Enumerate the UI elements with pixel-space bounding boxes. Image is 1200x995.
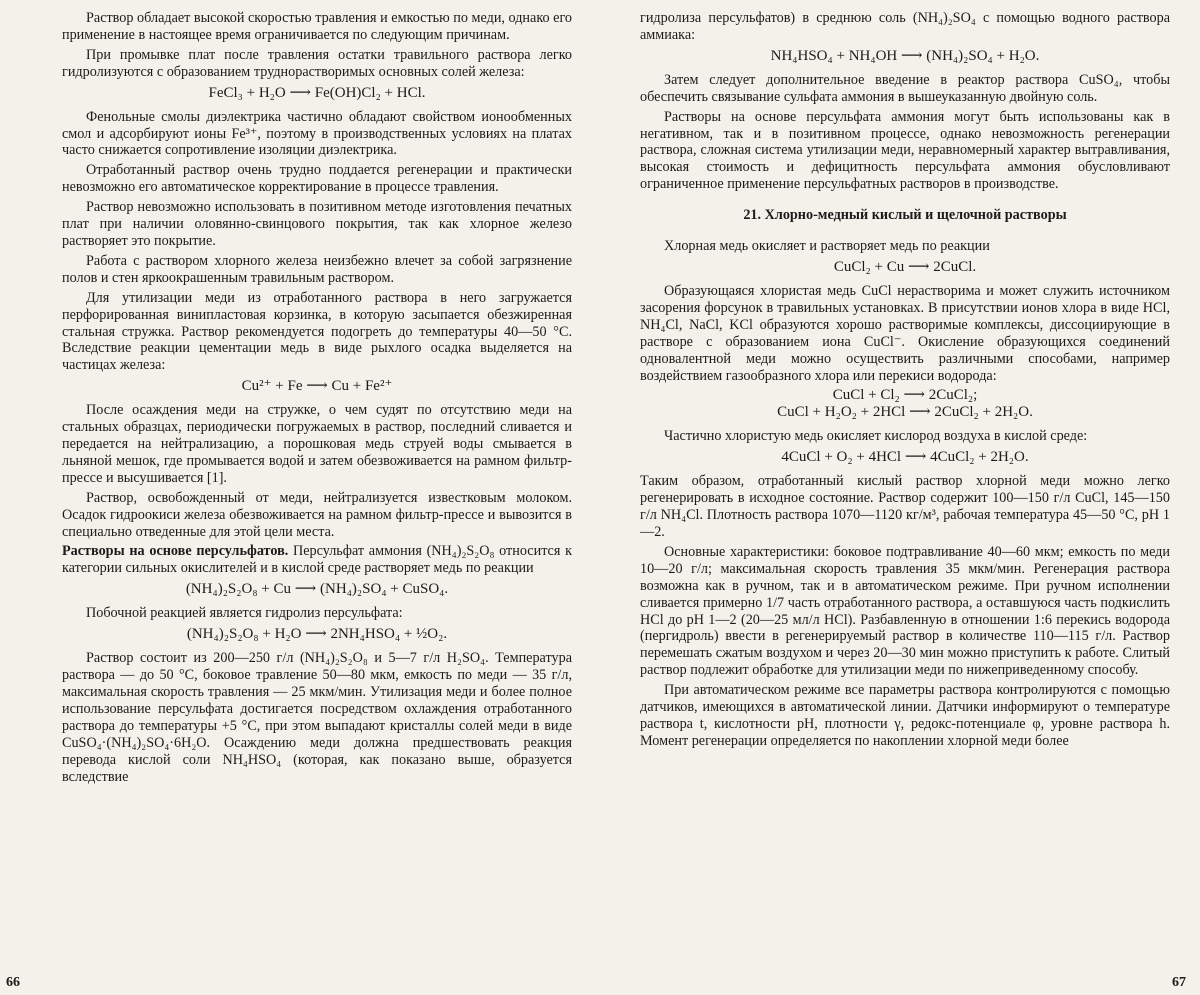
paragraph: Основные характеристики: боковое подтравливание 40—60 мкм; емкость по меди 10—20 г/л; максимальная скорость травления 35 мкм/мин. Регенерация раствора возможна как в ручном, так и в автоматическом режиме. При ручном исполнении сливается примерно 1/7 часть отработанного раствора, а оставшуюся часть подкислить HCl до pH 1—2 (20—25 мл/л HCl). Разбавленную в отношении 1:6 перекись водорода (пергидроль) ввести в регенерируемый раствор в количестве 110—115 г/л. Раствор перемешать сжатым воздухом и через 20—30 мин можно приступить к работе. Слитый раствор подлежит обработке для утилизации меди по нижеприведенному способу. bbox=[640, 543, 1170, 679]
page-number: 66 bbox=[6, 975, 20, 990]
paragraph: При автоматическом режиме все параметры раствора контролируются с помощью датчиков, имеющихся в автоматической линии. Датчики информируют о температуре раствора t, кислотности pH, плотности γ, редокс-потенциале φ, уровне раствора h. Момент регенерации определяется по накоплении хлорной меди более bbox=[640, 682, 1170, 749]
formula: (NH₄)₂S₂O₈ + H₂O ⟶ 2NH₄HSO₄ + ½O₂. bbox=[186, 626, 448, 643]
paragraph: Для утилизации меди из отработанного раствора в него загружается перфорированная винипластовая корзинка, в которую засыпается обезжиренная стальная стружка. Раствор рекомендуется подогреть до температуры 40—50 °С. Вследствие реакции цементации медь в виде рыхлого осадка выделяется на частицах железа: bbox=[62, 289, 572, 374]
run-in-heading: Растворы на основе персульфатов. bbox=[62, 543, 289, 560]
paragraph: Раствор состоит из 200—250 г/л (NH₄)₂S₂O₈ и 5—7 г/л H₂SO₄. Температура раствора — до 50 °С, боковое травление 50—80 мкм, емкость по меди — 35 г/л, максимальная скорость травления — 25 мкм/мин. Утилизация меди и более полное использование персульфата достигается посредством охлаждения отработанного раствора до температуры +5 °С, при этом выпадают кристаллы солей меди в виде CuSO₄·(NH₄)₂SO₄·6H₂O. Осаждению меди должна предшествовать реакция перевода кислой соли NH₄HSO₄ (которая, как показано выше, образуется вследствие bbox=[62, 650, 572, 785]
paragraph: Раствор, освобожденный от меди, нейтрализуется известковым молоком. Осадок гидроокиси железа обезвоживается на рамном фильтр-прессе и вывозится в специально отведенные для этой цели места. bbox=[62, 489, 572, 540]
paragraph-text: Персульфат аммония (NH₄)₂S₂O₈ относится к категории сильных окислителей и в кислой среде растворяет медь по реакции bbox=[62, 543, 572, 577]
paragraph: Образующаяся хлористая медь CuCl нерастворима и может служить источником засорения форсунок в травильных установках. В присутствии ионов хлора в виде HCl, NH₄Cl, NaCl, KCl образуются хорошо растворимые комплексы, диссоциирующие в растворе с образованием иона CuCl⁻. Окисление образующихся соединений одновалентной меди можно осуществить различными способами, например воздействием газообразного хлора или перекиси водорода: bbox=[640, 282, 1170, 384]
paragraph: Фенольные смолы диэлектрика частично обладают свойством ионообменных смол и адсорбируют ионы Fe³⁺, поэтому в производственных условиях на платах часто снижается сопротивление изоляции диэлектрика. bbox=[62, 108, 572, 159]
formula: 4CuCl + O₂ + 4HCl ⟶ 4CuCl₂ + 2H₂O. bbox=[781, 449, 1029, 466]
formula: Cu²⁺ + Fe ⟶ Cu + Fe²⁺ bbox=[241, 378, 393, 395]
page-number: 67 bbox=[1172, 975, 1186, 990]
paragraph: При промывке плат после травления остатки травильного раствора легко гидролизуются с образованием труднорастворимых основных солей железа: bbox=[62, 46, 572, 80]
section-heading: 21. Хлорно-медный кислый и щелочной растворы bbox=[743, 207, 1067, 224]
paragraph: Затем следует дополнительное введение в реактор раствора CuSO₄, чтобы обеспечить связывание сульфата аммония в вышеуказанную двойную соль. bbox=[640, 71, 1170, 105]
right-page bbox=[600, 0, 1200, 995]
paragraph: После осаждения меди на стружке, о чем судят по отсутствию меди на стальных образцах, периодически погружаемых в раствор, последний сливается и передается на нейтрализацию, а порошковая медь струей воды смывается в льняной мешок, где промывается водой и затем обезвоживается на рамном фильтр-прессе и высушивается [1]. bbox=[62, 402, 572, 486]
paragraph: Растворы на основе персульфата аммония могут быть использованы как в негативном, так и в позитивном процессе, однако невозможность регенерации раствора, сложная система утилизации меди, неравномерный характер вытравливания, высокая стоимость и дефицитность персульфата аммония обусловливают ограниченное применение персульфатных растворов в производстве. bbox=[640, 108, 1170, 193]
paragraph: Работа с раствором хлорного железа неизбежно влечет за собой загрязнение полов и стен яркоокрашенным травильным раствором. bbox=[62, 252, 572, 286]
paragraph: Раствор обладает высокой скоростью травления и емкостью по меди, однако его применение в настоящее время ограничивается по следующим причинам. bbox=[62, 10, 572, 43]
paragraph: Таким образом, отработанный кислый раствор хлорной меди можно легко регенерировать в исходное состояние. Раствор содержит 100—150 г/л CuCl, 145—150 г/л NH₄Cl. Плотность раствора 1070—1120 кг/м³, рабочая температура 45—50 °С, pH 1—2. bbox=[640, 473, 1170, 541]
formula: CuCl + Cl₂ ⟶ 2CuCl₂; bbox=[832, 387, 978, 404]
paragraph: гидролиза персульфатов) в среднюю соль (NH₄)₂SO₄ с помощью водного раствора аммиака: bbox=[640, 10, 1170, 43]
formula: CuCl + H₂O₂ + 2HCl ⟶ 2CuCl₂ + 2H₂O. bbox=[777, 404, 1033, 421]
formula: FeCl₃ + H₂O ⟶ Fe(OH)Cl₂ + HCl. bbox=[208, 84, 426, 101]
paragraph: Побочной реакцией является гидролиз персульфата: bbox=[86, 605, 403, 622]
paragraph: Частично хлористую медь окисляет кислород воздуха в кислой среде: bbox=[664, 428, 1088, 445]
paragraph: Хлорная медь окисляет и растворяет медь по реакции bbox=[664, 238, 990, 255]
formula: CuCl₂ + Cu ⟶ 2CuCl. bbox=[833, 258, 977, 275]
paragraph: Отработанный раствор очень трудно поддается регенерации и практически невозможно его автоматическое корректирование в процессе травления. bbox=[62, 162, 572, 196]
paragraph: Раствор невозможно использовать в позитивном методе изготовления печатных плат при наличии оловянно-свинцового покрытия, так как хлорное железо растворяет это покрытие. bbox=[62, 199, 572, 249]
left-page-text bbox=[62, 10, 572, 785]
formula: NH₄HSO₄ + NH₄OH ⟶ (NH₄)₂SO₄ + H₂O. bbox=[770, 47, 1040, 64]
paragraph-persulfate bbox=[62, 543, 572, 577]
formula: (NH₄)₂S₂O₈ + Cu ⟶ (NH₄)₂SO₄ + CuSO₄. bbox=[185, 581, 449, 598]
formula-group bbox=[640, 387, 1170, 421]
right-page-text bbox=[640, 10, 1170, 750]
